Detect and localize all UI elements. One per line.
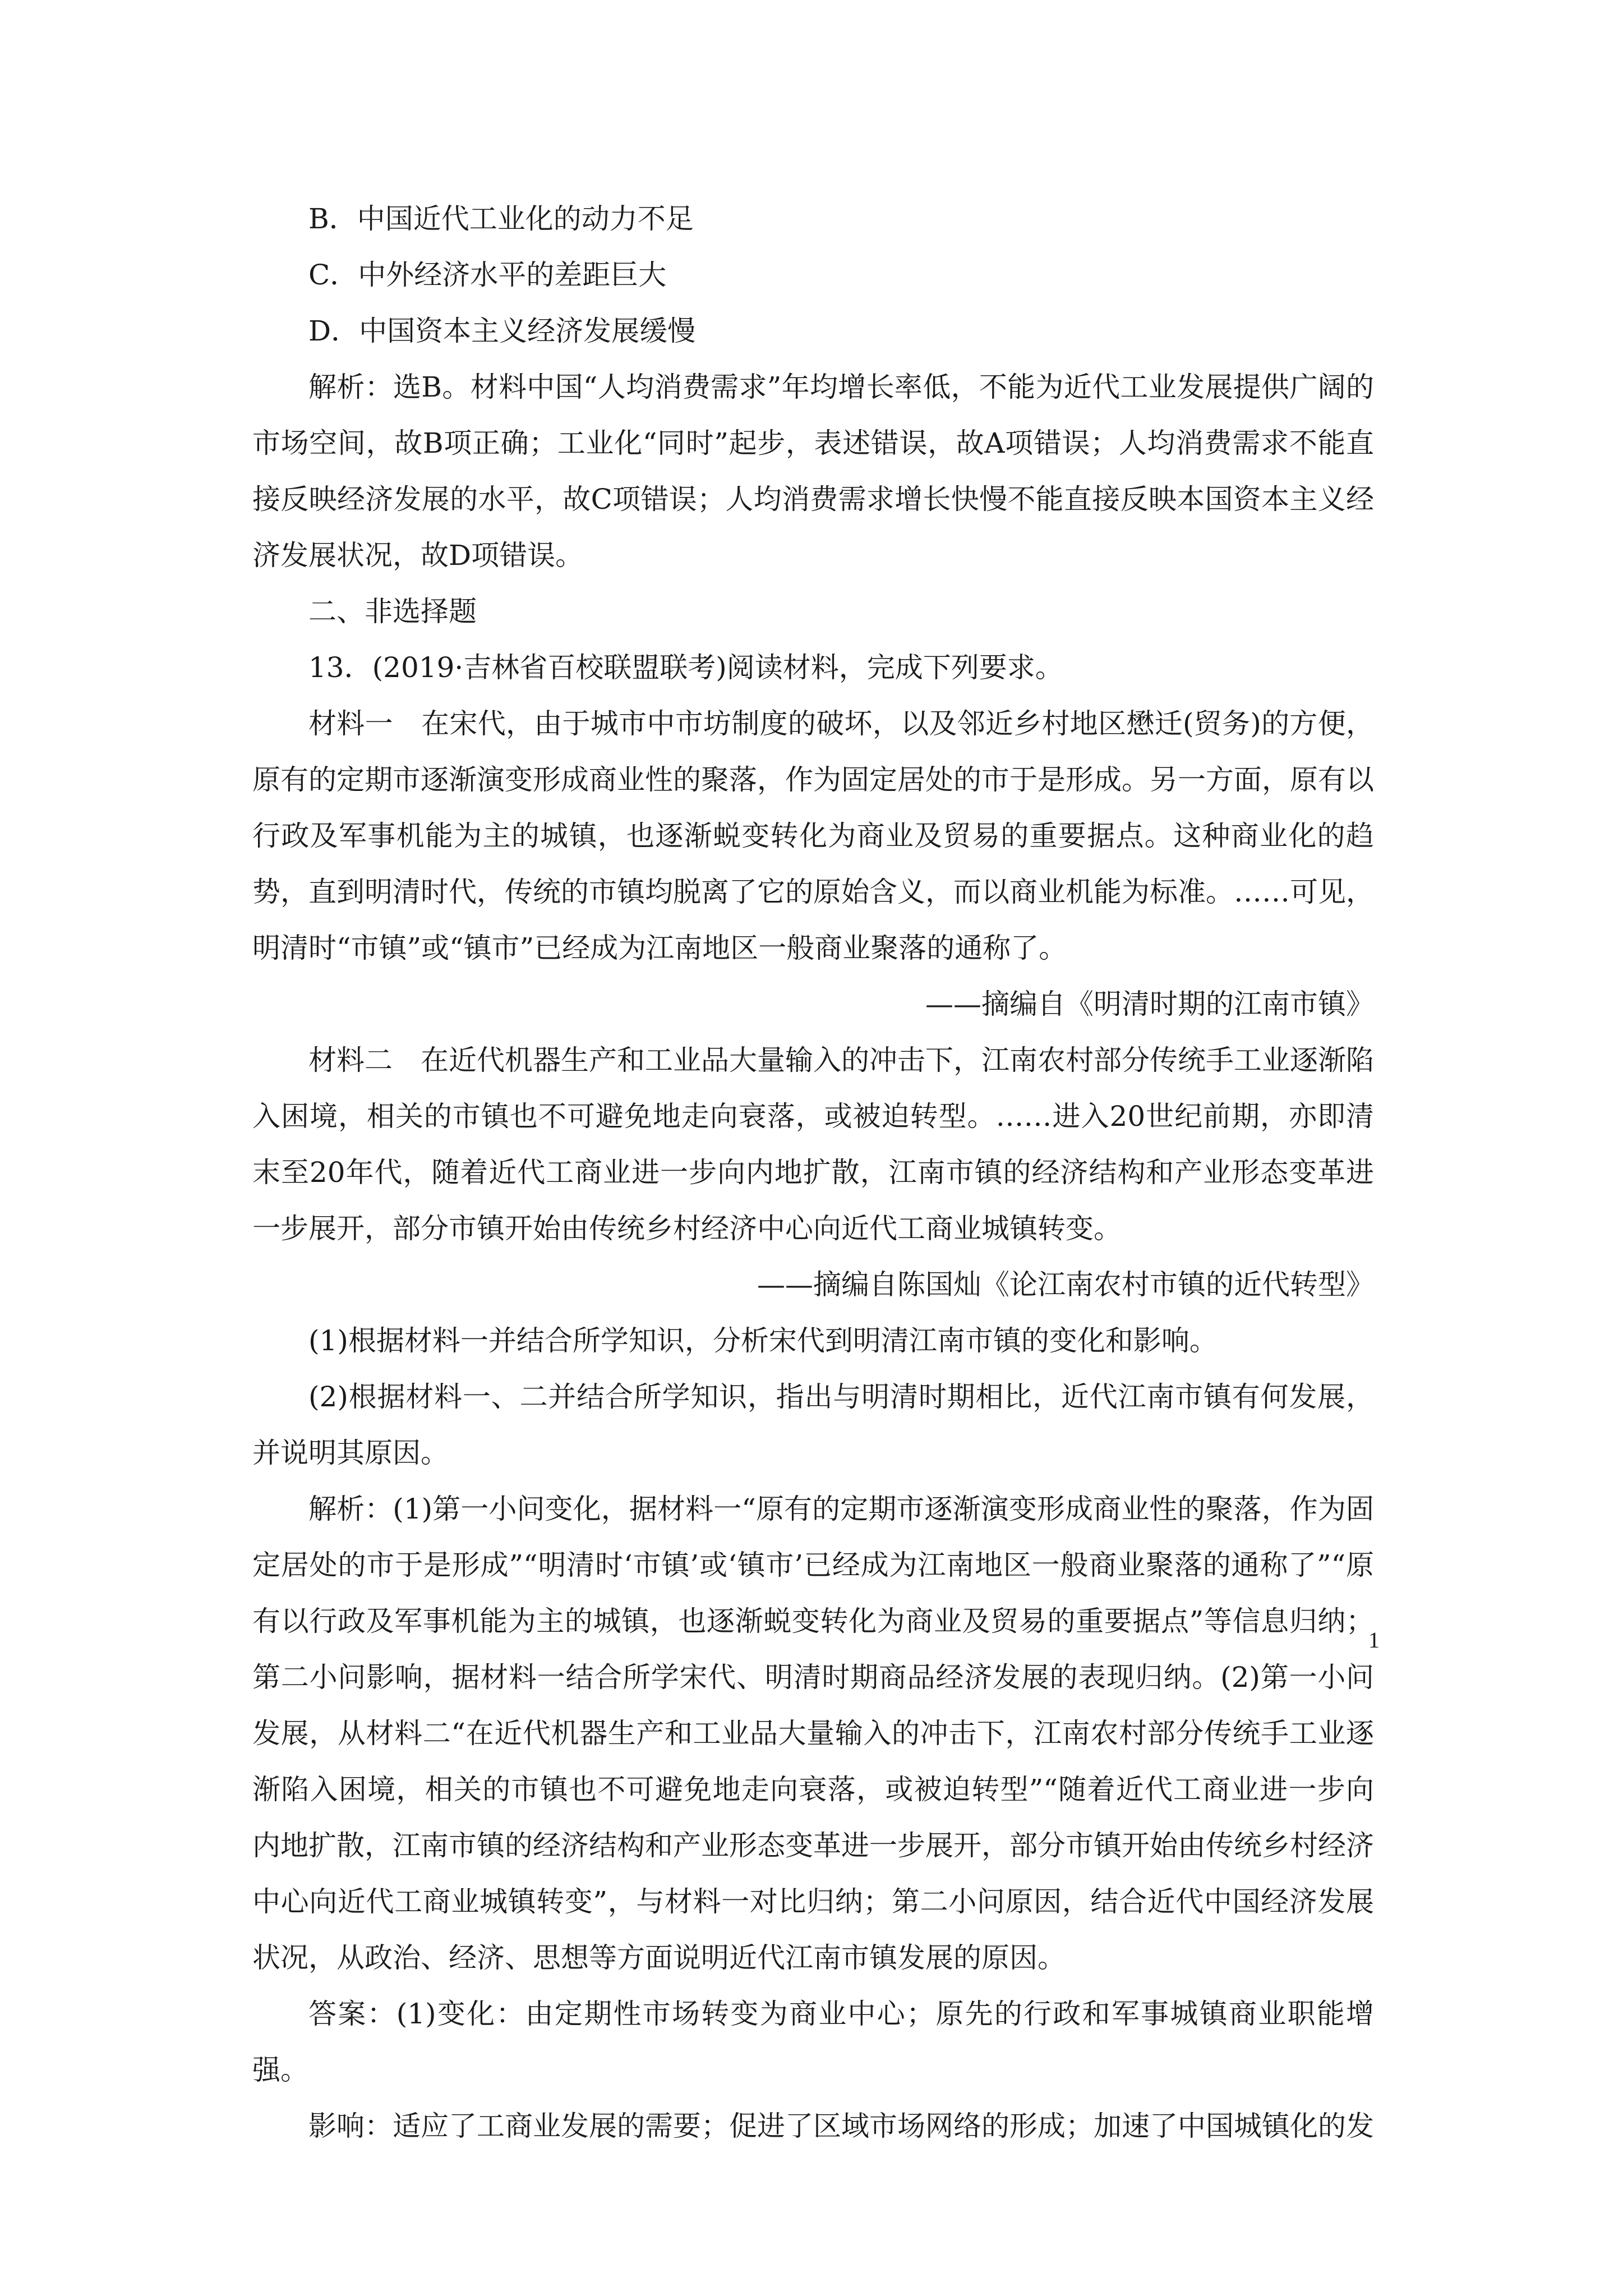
question-13-stem: 13．(2019·吉林省百校联盟联考)阅读材料，完成下列要求。	[308, 651, 1063, 684]
question-13-part-1: (1)根据材料一并结合所学知识，分析宋代到明清江南市镇的变化和影响。	[308, 1324, 1218, 1357]
answer-line-2: 影响：适应了工商业发展的需要；促进了区域市场网络的形成；加速了中国城镇化的发	[308, 2110, 1374, 2142]
analysis-question-12: 解析：选B。材料中国“人均消费需求”年均增长率低，不能为近代工业发展提供广阔的市场空间，故B项正确；工业化“同时”起步，表述错误，故A项错误；人均消费需求不能直接反映经济发展的水平，故C项错误；人均消费需求增长快慢不能直接反映本国资本主义经济发展状况，故D项错误。	[252, 371, 1374, 572]
analysis-question-13: 解析：(1)第一小问变化，据材料一“原有的定期市逐渐演变形成商业性的聚落，作为固定居处的市于是形成”“明清时‘市镇’或‘镇市’已经成为江南地区一般商业聚落的通称了”“原有以行政及军事机能为主的城镇，也逐渐蜕变转化为商业及贸易的重要据点”等信息归纳；第二小问影响，据材料一结合所学宋代、明清时期商品经济发展的表现归纳。(2)第一小问发展，从材料二“在近代机器生产和工业品大量输入的冲击下，江南农村部分传统手工业逐渐陷入困境，相关的市镇也不可避免地走向衰落，或被迫转型”“随着近代工商业进一步向内地扩散，江南市镇的经济结构和产业形态变革进一步展开，部分市镇开始由传统乡村经济中心向近代工商业城镇转变”，与材料一对比归纳；第二小问原因，结合近代中国经济发展状况，从政治、经济、思想等方面说明近代江南市镇发展的原因。	[252, 1493, 1374, 1974]
question-13-part-2: (2)根据材料一、二并结合所学知识，指出与明清时期相比，近代江南市镇有何发展，并说明其原因。	[252, 1381, 1374, 1469]
option-b: B．中国近代工业化的动力不足	[308, 203, 694, 235]
material-1-text: 材料一 在宋代，由于城市中市坊制度的破坏，以及邻近乡村地区懋迁(贸务)的方便，原有的定期市逐渐演变形成商业性的聚落，作为固定居处的市于是形成。另一方面，原有以行政及军事机能为主的城镇，也逐渐蜕变转化为商业及贸易的重要据点。这种商业化的趋势，直到明清时代，传统的市镇均脱离了它的原始含义，而以商业机能为标准。……可见，明清时“市镇”或“镇市”已经成为江南地区一般商业聚落的通称了。	[252, 707, 1374, 964]
material-1-source: ——摘编自《明清时期的江南市镇》	[925, 988, 1374, 1020]
section-heading: 二、非选择题	[308, 595, 477, 628]
material-2-text: 材料二 在近代机器生产和工业品大量输入的冲击下，江南农村部分传统手工业逐渐陷入困境，相关的市镇也不可避免地走向衰落，或被迫转型。……进入20世纪前期，亦即清末至20年代，随着近代工商业进一步向内地扩散，江南市镇的经济结构和产业形态变革进一步展开，部分市镇开始由传统乡村经济中心向近代工商业城镇转变。	[252, 1044, 1374, 1245]
page-number: 1	[1368, 1627, 1380, 1653]
answer-line-1: 答案：(1)变化：由定期性市场转变为商业中心；原先的行政和军事城镇商业职能增强。	[252, 1998, 1374, 2086]
option-c: C．中外经济水平的差距巨大	[308, 259, 667, 291]
option-d: D．中国资本主义经济发展缓慢	[308, 315, 696, 347]
page-content	[252, 191, 1374, 2154]
material-2-source: ——摘编自陈国灿《论江南农村市镇的近代转型》	[757, 1268, 1374, 1301]
